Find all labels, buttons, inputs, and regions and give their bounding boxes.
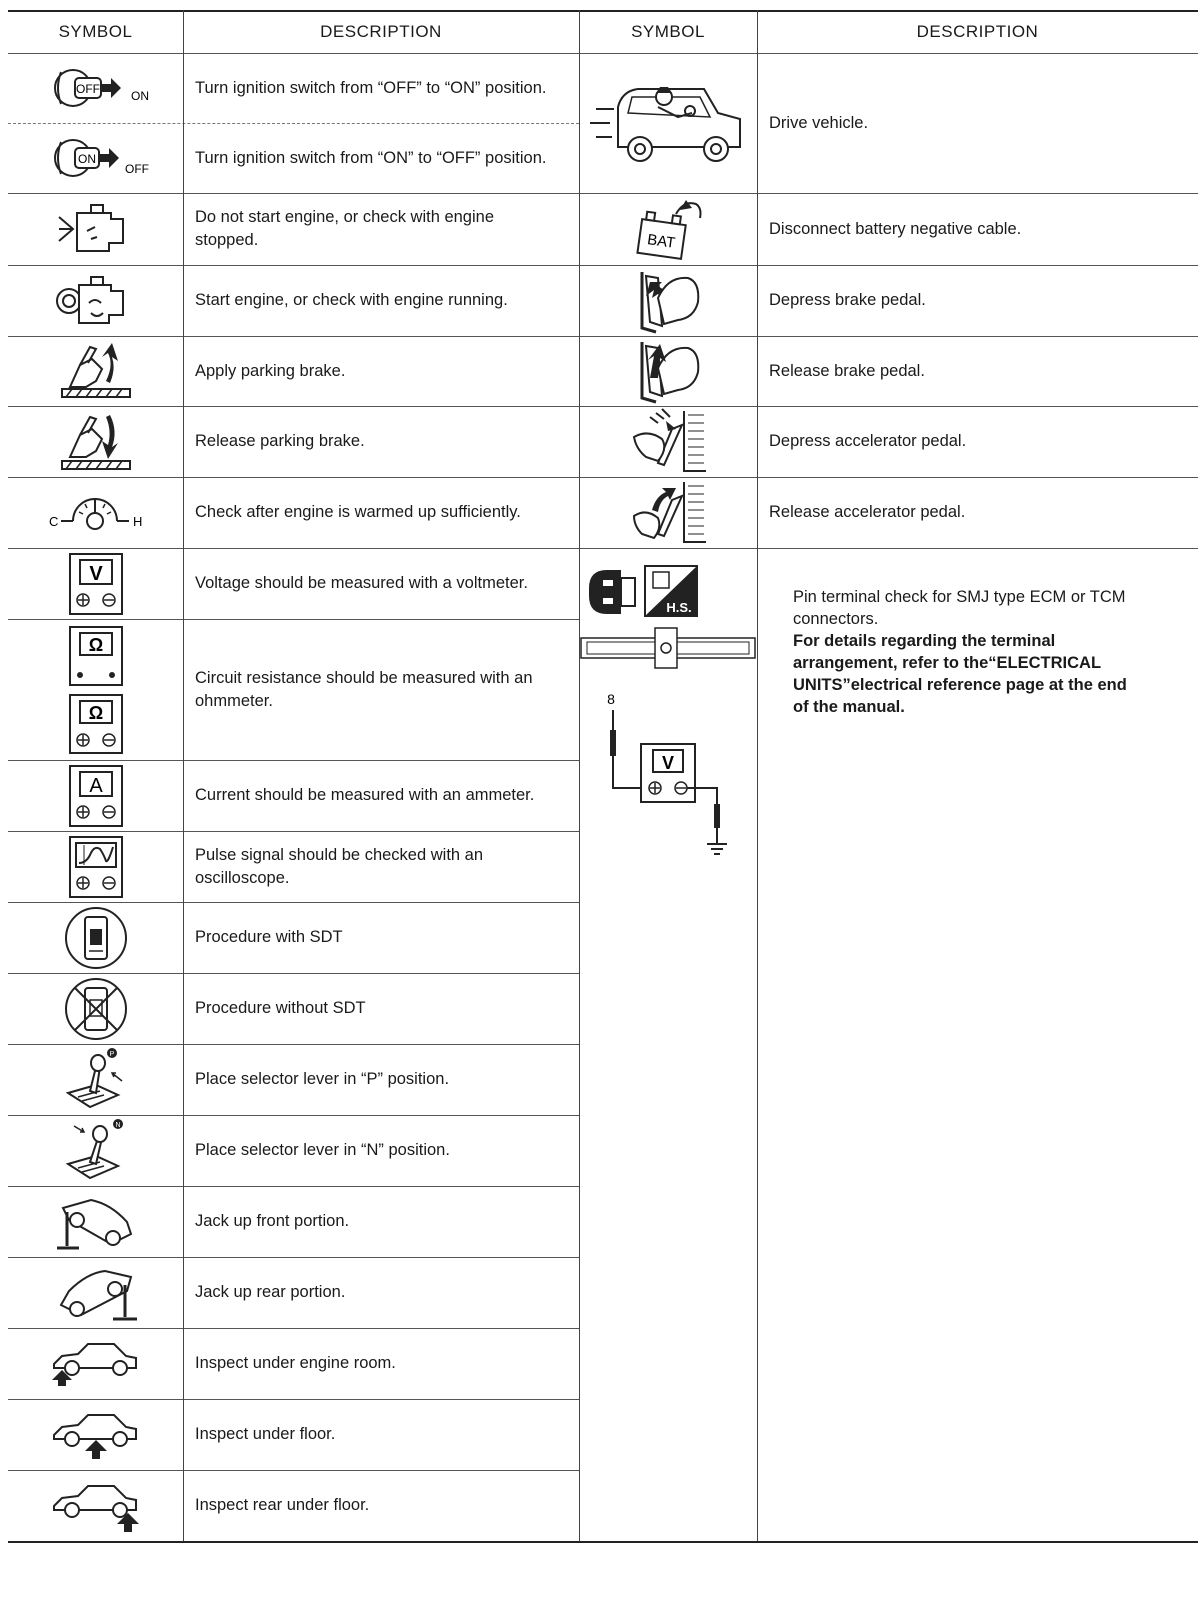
svg-text:V: V bbox=[661, 753, 675, 773]
svg-text:Ω: Ω bbox=[88, 634, 103, 655]
svg-text:ON: ON bbox=[77, 152, 96, 166]
jack-up-rear-icon bbox=[8, 1257, 183, 1328]
list-item-description: Turn ignition switch from “OFF” to “ON” position. bbox=[195, 78, 547, 97]
apply-parking-brake-icon bbox=[8, 336, 183, 406]
svg-text:N: N bbox=[114, 1121, 121, 1129]
oscilloscope-icon bbox=[8, 831, 183, 902]
svg-text:8: 8 bbox=[607, 691, 615, 707]
temperature-gauge-icon bbox=[8, 477, 183, 548]
ignition-off-to-on-icon bbox=[8, 53, 183, 123]
svg-text:OFF: OFF bbox=[75, 82, 100, 96]
ignition-on-to-off-icon bbox=[8, 123, 183, 193]
jack-up-front-icon bbox=[8, 1186, 183, 1257]
list-item-description: Voltage should be measured with a voltmeter. bbox=[195, 574, 528, 592]
list-item-description: Inspect under engine room. bbox=[195, 1354, 396, 1372]
svg-text:OFF: OFF bbox=[124, 162, 149, 176]
inspect-rear-floor-icon bbox=[8, 1470, 183, 1541]
list-item-description: Jack up front portion. bbox=[195, 1212, 350, 1230]
svg-text:Ω: Ω bbox=[88, 702, 103, 723]
header-symbol-right: SYMBOL bbox=[631, 21, 705, 41]
pin-check-description bbox=[793, 586, 1178, 718]
engine-stopped-icon bbox=[8, 193, 183, 265]
battery-cable-icon bbox=[579, 193, 757, 265]
svg-text:V: V bbox=[88, 562, 103, 585]
ohmmeter-icon bbox=[8, 619, 183, 760]
header-description-right: DESCRIPTION bbox=[916, 21, 1039, 41]
release-brake-pedal-icon bbox=[579, 336, 757, 406]
list-item-description: Circuit resistance should be measured with an ohmmeter. bbox=[195, 668, 533, 710]
list-item-description: Place selector lever in “P” position. bbox=[195, 1070, 450, 1088]
inspect-floor-icon bbox=[8, 1399, 183, 1470]
list-item-description: Depress brake pedal. bbox=[769, 291, 926, 309]
list-item-description: Do not start engine, or check with engine stopped. bbox=[195, 208, 495, 249]
list-item-description: Drive vehicle. bbox=[769, 113, 869, 132]
list-item-description: Depress accelerator pedal. bbox=[769, 432, 967, 450]
list-item-description: Inspect rear under floor. bbox=[195, 1496, 370, 1514]
svg-text:P: P bbox=[109, 1050, 114, 1058]
list-item-description: Pulse signal should be checked with an oscilloscope. bbox=[195, 845, 484, 887]
drive-vehicle-icon bbox=[579, 53, 757, 193]
svg-text:BAT: BAT bbox=[646, 231, 677, 252]
sdt-icon bbox=[8, 902, 183, 973]
engine-running-icon bbox=[8, 265, 183, 336]
list-item-description: Check after engine is warmed up sufficiently. bbox=[195, 503, 521, 521]
symbol-table bbox=[8, 10, 1198, 1594]
release-accelerator-icon bbox=[579, 477, 757, 548]
depress-brake-pedal-icon bbox=[579, 265, 757, 336]
depress-accelerator-icon bbox=[579, 406, 757, 477]
release-parking-brake-icon bbox=[8, 406, 183, 477]
svg-text:H: H bbox=[132, 513, 142, 529]
header-description-left: DESCRIPTION bbox=[320, 21, 442, 41]
list-item-description: Place selector lever in “N” position. bbox=[195, 1141, 450, 1159]
list-item-description: Release accelerator pedal. bbox=[769, 503, 966, 521]
pin-check-bold-text: For details regarding the terminal arrangement, refer to the“ELECTRICAL UNITS”electrical reference page at the end of the manual. bbox=[793, 632, 1127, 716]
list-item-description: Turn ignition switch from “ON” to “OFF” position. bbox=[195, 148, 547, 167]
list-item-description: Jack up rear portion. bbox=[195, 1283, 346, 1301]
list-item-description: Release brake pedal. bbox=[769, 361, 925, 380]
list-item-description: Apply parking brake. bbox=[195, 361, 346, 380]
svg-text:C: C bbox=[48, 513, 58, 529]
svg-text:H.S.: H.S. bbox=[666, 600, 692, 615]
list-item-description: Start engine, or check with engine running. bbox=[195, 291, 508, 309]
ammeter-icon bbox=[8, 760, 183, 831]
list-item-description: Inspect under floor. bbox=[195, 1425, 336, 1443]
voltmeter-icon bbox=[8, 548, 183, 619]
selector-lever-n-icon bbox=[8, 1115, 183, 1186]
pin-terminal-check-icon bbox=[579, 548, 757, 868]
list-item-description: Current should be measured with an ammeter. bbox=[195, 786, 535, 804]
selector-lever-p-icon bbox=[8, 1044, 183, 1115]
list-item-description: Disconnect battery negative cable. bbox=[769, 219, 1022, 238]
inspect-engine-room-icon bbox=[8, 1328, 183, 1399]
svg-text:A: A bbox=[88, 774, 103, 797]
list-item-description: Procedure without SDT bbox=[195, 999, 366, 1017]
list-item-description: Procedure with SDT bbox=[195, 928, 343, 946]
header-symbol-left: SYMBOL bbox=[58, 21, 133, 41]
pin-check-text: Pin terminal check for SMJ type ECM or TCM connectors. bbox=[793, 588, 1126, 628]
svg-text:ON: ON bbox=[130, 89, 149, 103]
no-sdt-icon bbox=[8, 973, 183, 1044]
list-item-description: Release parking brake. bbox=[195, 432, 365, 450]
